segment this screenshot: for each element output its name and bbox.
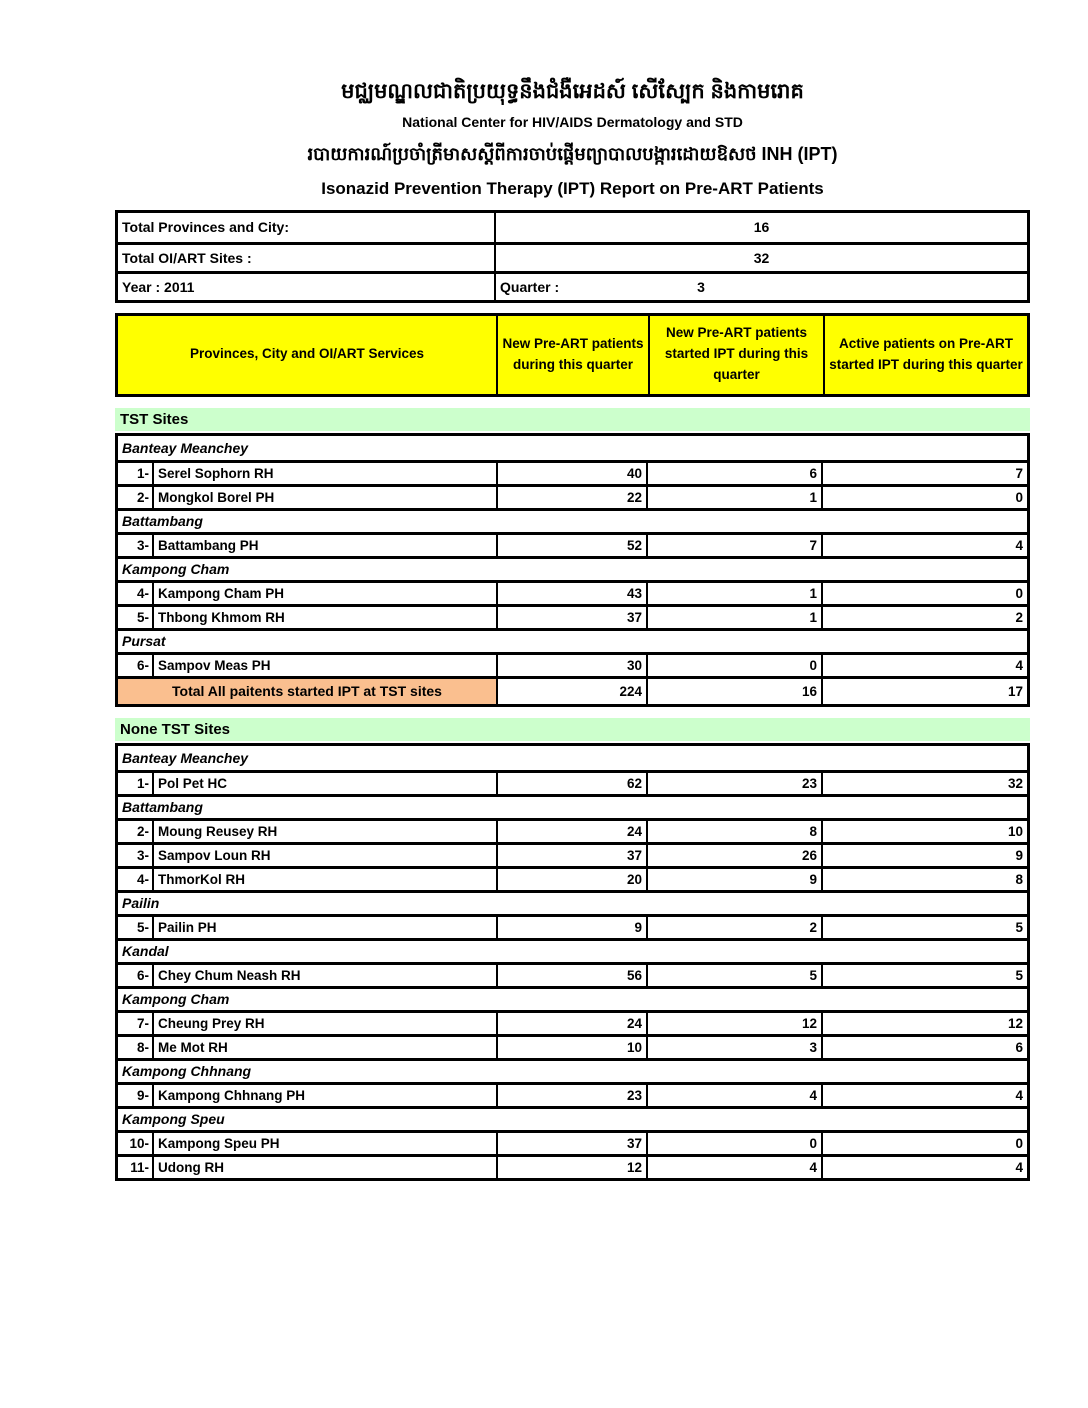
site-name: Battambang PH <box>158 537 259 553</box>
value-new-preart: 30 <box>496 655 646 676</box>
value-active-ipt: 8 <box>821 869 1027 890</box>
site-name: Sampov Meas PH <box>158 657 271 673</box>
site-row <box>118 770 1027 794</box>
value-active-ipt: 5 <box>821 917 1027 938</box>
total-active-ipt: 17 <box>821 679 1027 704</box>
section-band-none-tst-sites: None TST Sites <box>115 718 1030 741</box>
value-started-ipt: 2 <box>646 917 821 938</box>
column-header-new-preart: New Pre-ART patients during this quarter <box>496 316 648 394</box>
report-header <box>115 0 1030 199</box>
site-row <box>118 962 1027 986</box>
site-name: Cheung Prey RH <box>158 1015 265 1031</box>
value-new-preart: 23 <box>496 1085 646 1106</box>
site-row <box>118 532 1027 556</box>
site-number: 2- <box>118 821 154 842</box>
site-row <box>118 1082 1027 1106</box>
summary-value-sites: 32 <box>753 249 770 266</box>
value-active-ipt: 4 <box>821 1085 1027 1106</box>
site-number: 1- <box>118 773 154 794</box>
value-started-ipt: 5 <box>646 965 821 986</box>
province-name: Battambang <box>122 799 203 816</box>
value-active-ipt: 7 <box>821 463 1027 484</box>
site-row <box>118 914 1027 938</box>
site-number: 4- <box>118 869 154 890</box>
report-content <box>115 0 1030 1181</box>
value-active-ipt: 4 <box>821 535 1027 556</box>
site-row <box>118 484 1027 508</box>
value-active-ipt: 5 <box>821 965 1027 986</box>
quarter-label: Quarter : <box>500 278 560 295</box>
value-active-ipt: 0 <box>821 487 1027 508</box>
site-name: Me Mot RH <box>158 1039 228 1055</box>
site-number: 6- <box>118 965 154 986</box>
site-name: Kampong Speu PH <box>158 1135 280 1151</box>
title-english-org: National Center for HIV/AIDS Dermatology and STD <box>402 114 743 131</box>
province-name: Pursat <box>122 633 166 650</box>
site-number: 8- <box>118 1037 154 1058</box>
site-number: 11- <box>118 1157 154 1178</box>
site-name: ThmorKol RH <box>158 871 245 887</box>
site-name: Pol Pet HC <box>158 775 228 791</box>
site-name: Pailin PH <box>158 919 217 935</box>
site-row <box>118 580 1027 604</box>
province-row <box>118 1106 1027 1130</box>
site-name: Kampong Chhnang PH <box>158 1087 305 1103</box>
value-active-ipt: 9 <box>821 845 1027 866</box>
site-row <box>118 460 1027 484</box>
value-started-ipt: 12 <box>646 1013 821 1034</box>
summary-row-provinces <box>118 213 1027 242</box>
value-new-preart: 20 <box>496 869 646 890</box>
site-row <box>118 842 1027 866</box>
value-new-preart: 24 <box>496 821 646 842</box>
column-header-row <box>115 313 1030 397</box>
value-started-ipt: 7 <box>646 535 821 556</box>
province-name: Pailin <box>122 895 160 912</box>
site-name: Chey Chum Neash RH <box>158 967 301 983</box>
value-active-ipt: 0 <box>821 1133 1027 1154</box>
value-new-preart: 62 <box>496 773 646 794</box>
province-row <box>118 628 1027 652</box>
value-active-ipt: 4 <box>821 655 1027 676</box>
site-row <box>118 1130 1027 1154</box>
value-active-ipt: 32 <box>821 773 1027 794</box>
site-row <box>118 1034 1027 1058</box>
column-header-active-ipt: Active patients on Pre-ART started IPT during this quarter <box>823 316 1027 394</box>
province-name: Kampong Speu <box>122 1111 225 1128</box>
summary-label: Total OI/ART Sites : <box>118 245 496 271</box>
value-new-preart: 10 <box>496 1037 646 1058</box>
site-number: 6- <box>118 655 154 676</box>
site-name: Thbong Khmom RH <box>158 609 285 625</box>
site-number: 10- <box>118 1133 154 1154</box>
value-new-preart: 37 <box>496 845 646 866</box>
summary-table <box>115 210 1030 303</box>
column-header-services: Provinces, City and OI/ART Services <box>189 346 425 362</box>
site-number: 4- <box>118 583 154 604</box>
title-khmer-report: របាយការណ៍ប្រចាំត្រីមាសស្តីពីការចាប់ផ្តើមព្យាបាលបង្ការដោយឱសថ INH (IPT) <box>307 144 838 165</box>
value-new-preart: 52 <box>496 535 646 556</box>
value-started-ipt: 0 <box>646 1133 821 1154</box>
site-number: 3- <box>118 845 154 866</box>
tst-sites-table <box>115 433 1030 707</box>
value-active-ipt: 2 <box>821 607 1027 628</box>
value-started-ipt: 1 <box>646 487 821 508</box>
value-started-ipt: 8 <box>646 821 821 842</box>
province-name: Battambang <box>122 513 203 530</box>
province-row <box>118 508 1027 532</box>
site-number: 7- <box>118 1013 154 1034</box>
column-header-started-ipt: New Pre-ART patients started IPT during this quarter <box>648 316 823 394</box>
site-number: 5- <box>118 607 154 628</box>
summary-row-year-quarter <box>118 271 1027 300</box>
value-active-ipt: 10 <box>821 821 1027 842</box>
value-new-preart: 56 <box>496 965 646 986</box>
summary-label-year: Year : 2011 <box>118 274 496 300</box>
province-name: Banteay Meanchey <box>122 439 249 456</box>
none-tst-sites-table <box>115 743 1030 1181</box>
province-name: Kampong Cham <box>122 991 230 1008</box>
site-number: 9- <box>118 1085 154 1106</box>
value-started-ipt: 9 <box>646 869 821 890</box>
site-name: Udong RH <box>158 1159 224 1175</box>
site-name: Kampong Cham PH <box>158 585 285 601</box>
province-name: Banteay Meanchey <box>122 749 249 766</box>
site-row <box>118 652 1027 676</box>
site-number: 5- <box>118 917 154 938</box>
page-title: Isonazid Prevention Therapy (IPT) Report on Pre-ART Patients <box>321 178 824 198</box>
site-row <box>118 604 1027 628</box>
total-new-preart: 224 <box>496 679 646 704</box>
value-new-preart: 43 <box>496 583 646 604</box>
value-started-ipt: 4 <box>646 1085 821 1106</box>
site-name: Sampov Loun RH <box>158 847 271 863</box>
title-khmer-org: មជ្ឈមណ្ឌលជាតិប្រយុទ្ធនឹងជំងឺអេដស៍ សើស្បែក និងកាមរោគ <box>341 80 804 103</box>
tst-total-label: Total All paitents started IPT at TST sites <box>118 679 496 704</box>
value-active-ipt: 4 <box>821 1157 1027 1178</box>
summary-label: Total Provinces and City: <box>118 213 496 242</box>
tst-total-row <box>118 676 1027 704</box>
province-row <box>118 436 1027 460</box>
site-name: Serel Sophorn RH <box>158 465 274 481</box>
value-started-ipt: 3 <box>646 1037 821 1058</box>
value-started-ipt: 6 <box>646 463 821 484</box>
site-row <box>118 866 1027 890</box>
quarter-cell <box>496 274 1027 300</box>
summary-value-provinces: 16 <box>753 219 770 236</box>
value-new-preart: 9 <box>496 917 646 938</box>
province-name: Kampong Chhnang <box>122 1063 252 1080</box>
value-started-ipt: 26 <box>646 845 821 866</box>
value-started-ipt: 1 <box>646 607 821 628</box>
province-row <box>118 986 1027 1010</box>
site-number: 2- <box>118 487 154 508</box>
site-name: Moung Reusey RH <box>158 823 278 839</box>
province-row <box>118 746 1027 770</box>
value-new-preart: 22 <box>496 487 646 508</box>
value-new-preart: 40 <box>496 463 646 484</box>
province-name: Kandal <box>122 943 169 960</box>
province-row <box>118 938 1027 962</box>
value-active-ipt: 12 <box>821 1013 1027 1034</box>
site-row <box>118 818 1027 842</box>
province-row <box>118 890 1027 914</box>
section-band-tst-sites: TST Sites <box>115 408 1030 431</box>
value-started-ipt: 4 <box>646 1157 821 1178</box>
site-name: Mongkol Borel PH <box>158 489 275 505</box>
value-new-preart: 37 <box>496 607 646 628</box>
site-number: 3- <box>118 535 154 556</box>
value-active-ipt: 0 <box>821 583 1027 604</box>
site-row <box>118 1154 1027 1178</box>
value-started-ipt: 0 <box>646 655 821 676</box>
value-new-preart: 37 <box>496 1133 646 1154</box>
site-row <box>118 1010 1027 1034</box>
province-row <box>118 1058 1027 1082</box>
province-name: Kampong Cham <box>122 561 230 578</box>
value-active-ipt: 6 <box>821 1037 1027 1058</box>
value-new-preart: 12 <box>496 1157 646 1178</box>
summary-row-sites <box>118 242 1027 271</box>
total-started-ipt: 16 <box>646 679 821 704</box>
province-row <box>118 794 1027 818</box>
value-started-ipt: 23 <box>646 773 821 794</box>
site-number: 1- <box>118 463 154 484</box>
province-row <box>118 556 1027 580</box>
quarter-value: 3 <box>697 278 705 295</box>
value-started-ipt: 1 <box>646 583 821 604</box>
value-new-preart: 24 <box>496 1013 646 1034</box>
